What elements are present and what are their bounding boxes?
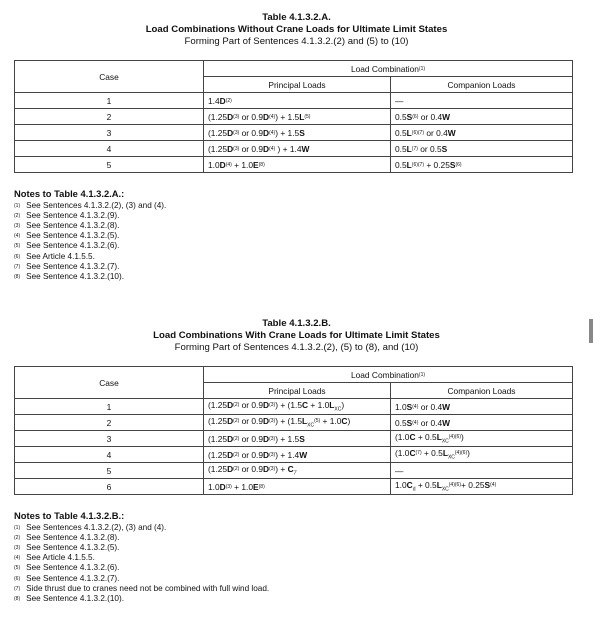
note-number: (6): [14, 575, 21, 582]
note-item: [14, 594, 269, 604]
table-cell-case: 4: [15, 447, 204, 463]
note-text: See Sentence 4.1.3.2.(8).: [26, 221, 120, 231]
note-number: (8): [14, 595, 21, 602]
table-cell-principal: ($1.25D^{(2)}$ or $0.9D^{(3)}) + 1.4W$: [204, 447, 391, 463]
table-b: [14, 366, 573, 495]
table-row: [15, 157, 573, 173]
table-cell-principal: ($1.25D^{(2)}$ or $0.9D^{(3)}) + C_7$: [204, 463, 391, 479]
table-b-header-companion: Companion Loads: [391, 383, 573, 399]
note-item: [14, 201, 166, 211]
table-cell-companion: —: [391, 93, 573, 109]
table-cell-companion: $(1.0C^{(7)} + 0.5L_{XC}^{(4)(6)})$: [391, 447, 573, 463]
note-text: See Sentence 4.1.3.2.(6).: [26, 241, 120, 251]
table-a-subtitle: Load Combinations Without Crane Loads for Ultimate Limit States: [145, 24, 448, 35]
table-cell-case: 1: [15, 93, 204, 109]
note-text: See Sentence 4.1.3.2.(7).: [26, 261, 120, 271]
note-text: See Sentence 4.1.3.2.(10).: [26, 593, 124, 603]
table-cell-principal: ($1.25D^{(3)}$ or $0.9D^{(4)}$ ) + 1.4W: [204, 141, 391, 157]
table-cell-companion: $0.5L^{(6)(7)}$ or 0.4W: [391, 125, 573, 141]
note-text: See Sentence 4.1.3.2.(9).: [26, 211, 120, 221]
note-number: (4): [14, 555, 21, 562]
note-item: [14, 523, 269, 533]
table-cell-principal: ($1.25D^{(3)}$ or $0.9D^{(4)}) + 1.5L^{(5)}$: [204, 109, 391, 125]
note-item: [14, 211, 166, 221]
table-b-caption: [0, 318, 593, 354]
table-b-notes: [14, 511, 269, 604]
table-a-header-load-combination: Load Combination$^{(1)}$: [204, 61, 573, 77]
note-item: [14, 241, 166, 251]
table-cell-principal: ($1.25D^{(3)}$ or $0.9D^{(4)}) + 1.5S$: [204, 125, 391, 141]
table-a-forming: Forming Part of Sentences 4.1.3.2.(2) and (5) to (10): [184, 36, 409, 47]
note-number: (2): [14, 535, 21, 542]
note-number: (2): [14, 213, 21, 220]
note-number: (8): [14, 273, 21, 280]
note-text: See Sentence 4.1.3.2.(5).: [26, 231, 120, 241]
table-a: [14, 60, 573, 173]
note-text: See Sentence 4.1.3.2.(8).: [26, 533, 120, 543]
note-item: [14, 533, 269, 543]
table-row: [15, 399, 573, 415]
note-number: (7): [14, 263, 21, 270]
table-cell-companion: $1.0S^{(4)}$ or 0.4W: [391, 399, 573, 415]
table-cell-principal: $1.0D^{(3)} + 1.0E^{(8)}$: [204, 479, 391, 495]
note-number: (5): [14, 243, 21, 250]
table-b-header-row: [15, 367, 573, 383]
table-cell-companion: $0.5L^{(6)(7)} + 0.25S^{(6)}$: [391, 157, 573, 173]
note-number: (3): [14, 223, 21, 230]
table-a-header-case: Case: [15, 61, 204, 93]
table-row: [15, 415, 573, 431]
table-cell-case: 4: [15, 141, 204, 157]
table-cell-case: 1: [15, 399, 204, 415]
note-text: See Article 4.1.5.5.: [26, 553, 95, 563]
table-cell-companion: $(1.0C + 0.5L_{XC}^{(4)(6)})$: [391, 431, 573, 447]
table-cell-companion: —: [391, 463, 573, 479]
table-cell-companion: $1.0C_d + 0.5L_{XC}^{(4)(6)}+ 0.25S^{(4)}$: [391, 479, 573, 495]
table-a-caption: [0, 12, 593, 48]
note-item: [14, 252, 166, 262]
note-number: (1): [14, 525, 21, 532]
note-number: (1): [14, 203, 21, 210]
table-cell-principal: $1.0D^{(4)} + 1.0E^{(8)}$: [204, 157, 391, 173]
table-cell-case: 5: [15, 463, 204, 479]
table-cell-companion: $0.5S^{(6)}$ or 0.4W: [391, 109, 573, 125]
table-b-header-principal: Principal Loads: [204, 383, 391, 399]
note-item: [14, 584, 269, 594]
table-cell-case: 2: [15, 415, 204, 431]
note-text: See Sentence 4.1.3.2.(6).: [26, 563, 120, 573]
note-text: See Sentences 4.1.3.2.(2), (3) and (4).: [26, 523, 167, 533]
table-cell-companion: $0.5S^{(4)}$ or 0.4W: [391, 415, 573, 431]
scrollbar-thumb[interactable]: [589, 319, 593, 343]
note-number: (5): [14, 565, 21, 572]
note-text: Side thrust due to cranes need not be combined with full wind load.: [26, 583, 270, 593]
table-b-forming: Forming Part of Sentences 4.1.3.2.(2), (5) to (8), and (10): [174, 342, 419, 353]
table-cell-case: 3: [15, 125, 204, 141]
table-cell-principal: $1.4D^{(2)}$: [204, 93, 391, 109]
table-b-subtitle: Load Combinations With Crane Loads for Ultimate Limit States: [153, 330, 440, 341]
note-text: See Sentences 4.1.3.2.(2), (3) and (4).: [26, 201, 167, 211]
table-row: [15, 447, 573, 463]
table-a-notes: [14, 189, 166, 282]
table-a-header-companion: Companion Loads: [391, 77, 573, 93]
table-b-header-case: Case: [15, 367, 204, 399]
table-cell-case: 6: [15, 479, 204, 495]
table-cell-case: 3: [15, 431, 204, 447]
note-item: [14, 231, 166, 241]
note-text: See Sentence 4.1.3.2.(7).: [26, 573, 120, 583]
table-a-title: Table 4.1.3.2.A.: [262, 12, 331, 23]
table-a-header-principal: Principal Loads: [204, 77, 391, 93]
note-number: (3): [14, 545, 21, 552]
note-item: [14, 563, 269, 573]
note-number: (6): [14, 253, 21, 260]
table-row: [15, 93, 573, 109]
note-item: [14, 262, 166, 272]
table-cell-case: 2: [15, 109, 204, 125]
table-a-header-row: [15, 61, 573, 77]
table-row: [15, 479, 573, 495]
note-item: [14, 221, 166, 231]
note-item: [14, 553, 269, 563]
note-text: See Sentence 4.1.3.2.(5).: [26, 543, 120, 553]
note-number: (7): [14, 585, 21, 592]
table-b-title: Table 4.1.3.2.B.: [262, 318, 331, 329]
note-item: [14, 574, 269, 584]
table-row: [15, 431, 573, 447]
note-text: See Article 4.1.5.5.: [26, 251, 95, 261]
notes-heading: Notes to Table 4.1.3.2.A.:: [14, 188, 125, 199]
note-item: [14, 272, 166, 282]
notes-heading: Notes to Table 4.1.3.2.B.:: [14, 510, 125, 521]
table-cell-companion: $0.5L^{(7)}$ or 0.5S: [391, 141, 573, 157]
table-cell-principal: ($1.25D^{(2)}$ or $0.9D^{(3)}) + (1.5C + 1.0L_{XC})$: [204, 399, 391, 415]
table-b-header-load-combination: Load Combination$^{(1)}$: [204, 367, 573, 383]
table-row: [15, 125, 573, 141]
note-number: (4): [14, 233, 21, 240]
table-row: [15, 141, 573, 157]
table-cell-principal: ($1.25D^{(2)}$ or $0.9D^{(3)}) + 1.5S$: [204, 431, 391, 447]
table-cell-case: 5: [15, 157, 204, 173]
table-row: [15, 109, 573, 125]
table-cell-principal: ($1.25D^{(2)}$ or $0.9D^{(3)}) + (1.5L_{XC}^{(5)} + 1.0C)$: [204, 415, 391, 431]
note-text: See Sentence 4.1.3.2.(10).: [26, 271, 124, 281]
table-row: [15, 463, 573, 479]
note-item: [14, 543, 269, 553]
